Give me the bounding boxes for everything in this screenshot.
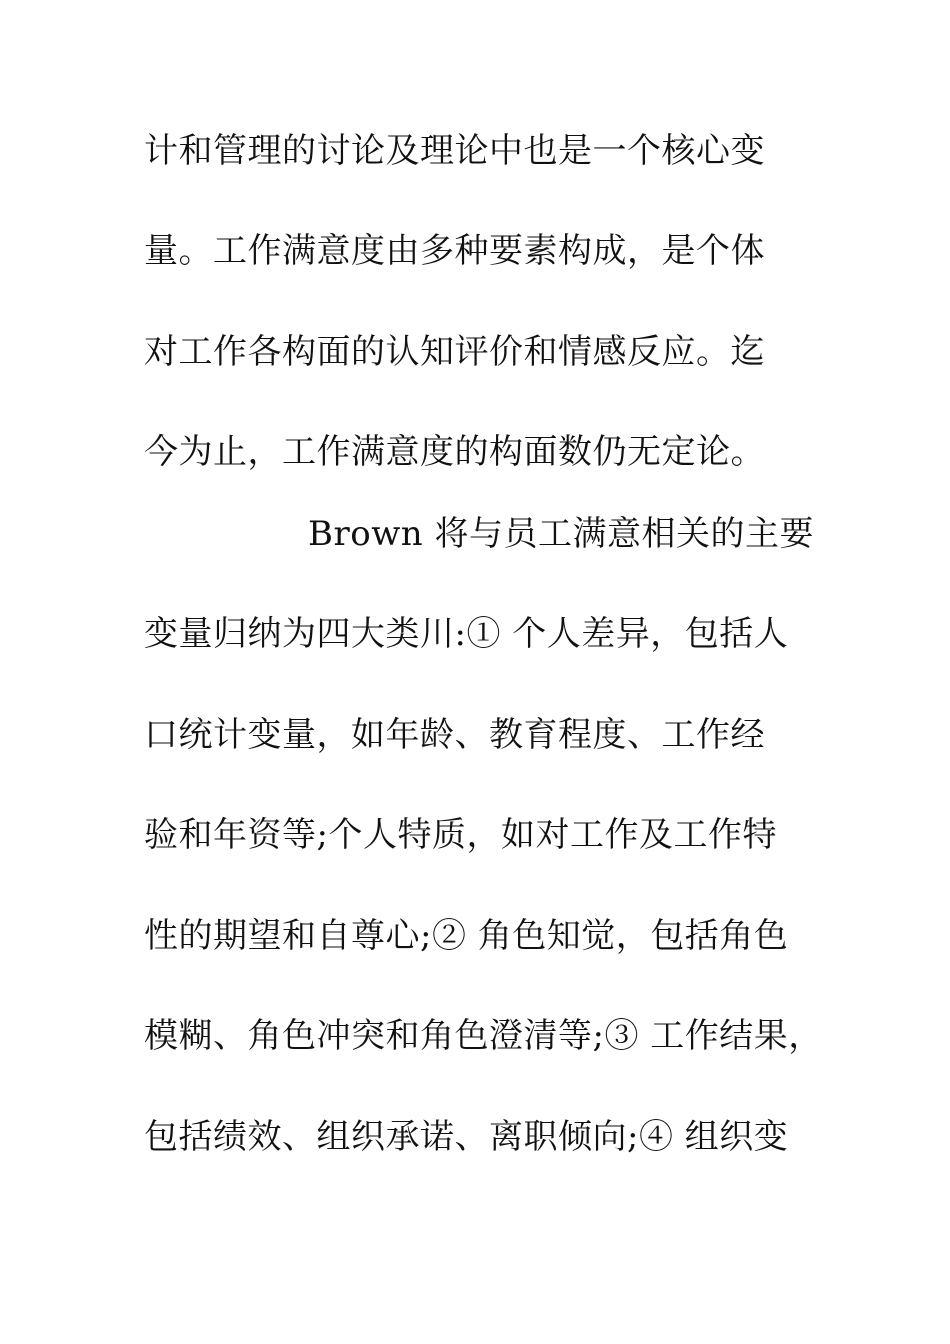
text-line: 模糊、角色冲突和角色澄清等;③ 工作结果， (144, 1016, 823, 1056)
text-line: 性的期望和自尊心;② 角色知觉，包括角色 (144, 916, 789, 956)
text-line: 量。工作满意度由多种要素构成，是个体 (144, 231, 765, 271)
paragraph-first-line: Brown 将与员工满意相关的主要 (308, 514, 815, 554)
text-line: 包括绩效、组织承诺、离职倾向;④ 组织变 (144, 1117, 789, 1157)
text-line: 变量归纳为四大类川:① 个人差异，包括人 (144, 614, 789, 654)
text-line: 口统计变量，如年龄、教育程度、工作经 (144, 715, 765, 755)
text-line: 验和年资等;个人特质，如对工作及工作特 (144, 815, 777, 855)
text-line: 计和管理的讨论及理论中也是一个核心变 (144, 131, 765, 171)
text-line: 对工作各构面的认知评价和情感反应。迄 (144, 332, 765, 372)
text-line: 今为止，工作满意度的构面数仍无定论。 (144, 432, 765, 472)
